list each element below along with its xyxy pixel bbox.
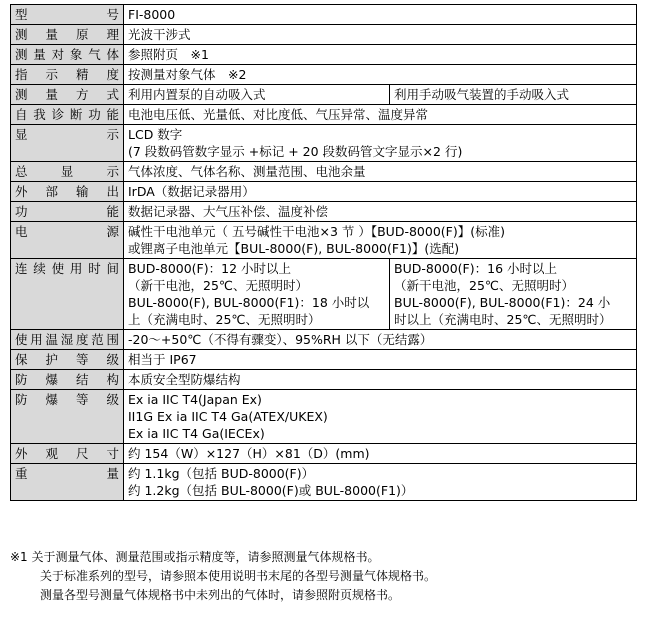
continuous-left-line: 上（充满电时、25℃、无照明时） <box>128 312 321 327</box>
label-accuracy: 指示精度 <box>11 65 124 85</box>
row-method <box>11 85 637 105</box>
row-accuracy <box>11 65 637 85</box>
weight-line: 约 1.2kg（包括 BUL-8000(F)或 BUL-8000(F1)） <box>128 483 414 498</box>
continuous-left-line: BUD-8000(F)：12 小时以上 <box>128 261 291 276</box>
row-ex-grade <box>11 390 637 444</box>
value-ex-structure: 本质安全型防爆结构 <box>124 370 637 390</box>
label-total-display: 总显示 <box>11 162 124 182</box>
row-ex-structure <box>11 370 637 390</box>
row-function <box>11 202 637 222</box>
footnote-line: 关于标准系列的型号，请参照本使用说明书末尾的各型号测量气体规格书。 <box>40 569 437 583</box>
ex-grade-line: Ex ia IIC T4 Ga(IECEx) <box>128 426 265 441</box>
value-method-manual: 利用手动吸气装置的手动吸入式 <box>390 85 637 105</box>
row-ext-output <box>11 182 637 202</box>
value-continuous-right <box>390 259 637 330</box>
value-method-auto: 利用内置泵的自动吸入式 <box>124 85 390 105</box>
row-display <box>11 125 637 162</box>
label-principle: 测量原理 <box>11 25 124 45</box>
continuous-right-line: BUL-8000(F), BUL-8000(F1)：24 小 <box>394 295 611 310</box>
continuous-right-line: BUD-8000(F)：16 小时以上 <box>394 261 557 276</box>
ex-grade-line: II1G Ex ia IIC T4 Ga(ATEX/UKEX) <box>128 409 328 424</box>
continuous-right-line: 时以上（充满电时、25℃、无照明时） <box>394 312 612 327</box>
power-line: 或锂离子电池单元【BUL-8000(F), BUL-8000(F1)】(选配) <box>128 241 460 256</box>
label-model: 型号 <box>11 5 124 25</box>
row-protection <box>11 350 637 370</box>
row-power <box>11 222 637 259</box>
row-temp-humidity <box>11 330 637 350</box>
spec-table <box>10 4 637 501</box>
value-ext-output: IrDA（数据记录器用） <box>124 182 637 202</box>
label-ex-grade: 防爆等级 <box>11 390 124 444</box>
value-power <box>124 222 637 259</box>
label-protection: 保护等级 <box>11 350 124 370</box>
value-gas: 参照附页 ※1 <box>124 45 637 65</box>
value-selfdiag: 电池电压低、光量低、对比度低、气压异常、温度异常 <box>124 105 637 125</box>
continuous-left-line: BUL-8000(F), BUL-8000(F1)：18 小时以 <box>128 295 370 310</box>
weight-line: 约 1.1kg（包括 BUD-8000(F)） <box>128 466 315 481</box>
value-dimensions: 约 154（W）×127（H）×81（D）(mm) <box>124 444 637 464</box>
value-total-display: 气体浓度、气体名称、测量范围、电池余量 <box>124 162 637 182</box>
label-ext-output: 外部输出 <box>11 182 124 202</box>
label-continuous: 连续使用时间 <box>11 259 124 330</box>
value-continuous-left <box>124 259 390 330</box>
continuous-left-line: （新干电池，25℃、无照明时） <box>128 278 308 293</box>
label-display: 显示 <box>11 125 124 162</box>
value-function: 数据记录器、大气压补偿、温度补偿 <box>124 202 637 222</box>
label-function: 功能 <box>11 202 124 222</box>
label-temp-humidity: 使用温湿度范围 <box>11 330 124 350</box>
row-principle <box>11 25 637 45</box>
row-model <box>11 5 637 25</box>
footnote-line: 测量各型号测量气体规格书中未列出的气体时，请参照附页规格书。 <box>40 588 401 602</box>
ex-grade-line: Ex ia IIC T4(Japan Ex) <box>128 392 262 407</box>
value-display <box>124 125 637 162</box>
label-ex-structure: 防爆结构 <box>11 370 124 390</box>
display-line: LCD 数字 <box>128 127 183 142</box>
value-weight <box>124 464 637 501</box>
row-selfdiag <box>11 105 637 125</box>
label-method: 测量方式 <box>11 85 124 105</box>
label-selfdiag: 自我诊断功能 <box>11 105 124 125</box>
row-total-display <box>11 162 637 182</box>
footnotes <box>10 548 640 605</box>
value-protection: 相当于 IP67 <box>124 350 637 370</box>
value-temp-humidity: -20～+50℃（不得有骤变）、95%RH 以下（无结露） <box>124 330 637 350</box>
value-accuracy: 按测量对象气体 ※2 <box>124 65 637 85</box>
value-principle: 光波干涉式 <box>124 25 637 45</box>
continuous-right-line: （新干电池，25℃、无照明时） <box>394 278 574 293</box>
row-gas <box>11 45 637 65</box>
row-continuous <box>11 259 637 330</box>
label-gas: 测量对象气体 <box>11 45 124 65</box>
value-ex-grade <box>124 390 637 444</box>
row-dimensions <box>11 444 637 464</box>
footnote-line: ※1 关于测量气体、测量范围或指示精度等，请参照测量气体规格书。 <box>10 550 380 564</box>
label-dimensions: 外观尺寸 <box>11 444 124 464</box>
label-weight: 重量 <box>11 464 124 501</box>
label-power: 电源 <box>11 222 124 259</box>
power-line: 碱性干电池单元（ 五号碱性干电池×3 节 ）【BUD-8000(F)】(标准) <box>128 224 505 239</box>
display-line: (7 段数码管数字显示 +标记 + 20 段数码管文字显示×2 行) <box>128 144 463 159</box>
value-model: FI-8000 <box>124 5 637 25</box>
row-weight <box>11 464 637 501</box>
